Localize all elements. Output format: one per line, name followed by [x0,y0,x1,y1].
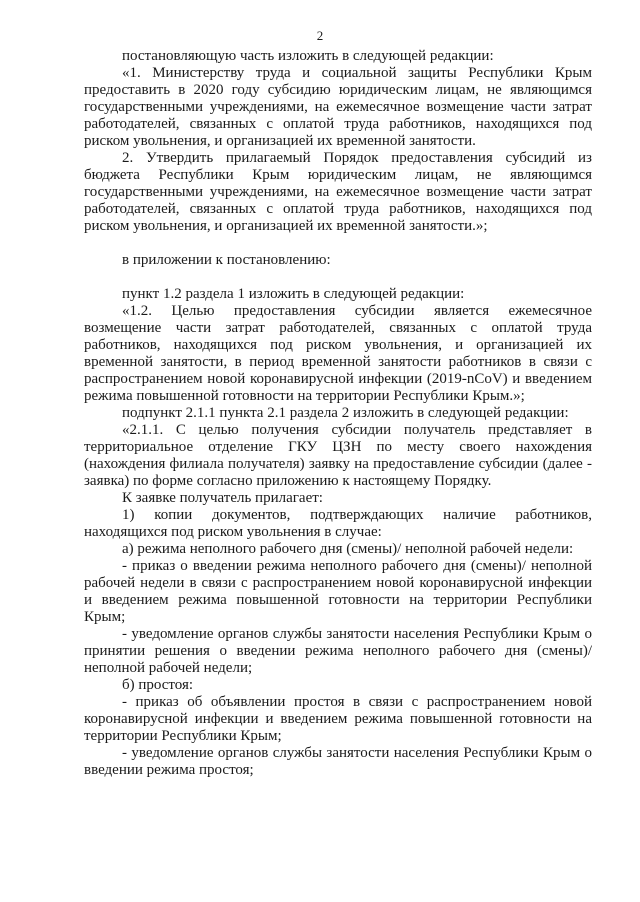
paragraph-clause-1-2: «1.2. Целью предоставления субсидии является ежемесячное возмещение части затрат работодателей, связанных с оплатой труда работников, находящихся под риском увольнения, и организацией их временной занятости, в период временной занятости работников в связи с распространением новой коронавирусной инфекции (2019-nCoV) и введением режима повышенной готовности на территории Республики Крым.»; [84,303,592,404]
paragraph-appendix: в приложении к постановлению: [122,252,331,268]
paragraph-case-b: б) простоя: [122,677,194,693]
document-body [84,48,592,779]
paragraph-case-b-notice: - уведомление органов службы занятости населения Республики Крым о введении режима простоя; [84,745,592,778]
paragraph-subclause-intro: подпункт 2.1.1 пункта 2.1 раздела 2 изложить в следующей редакции: [122,405,569,421]
paragraph-item-1: «1. Министерству труда и социальной защиты Республики Крым предоставить в 2020 году субсидию юридическим лицам, не являющимся государственными учреждениями, на ежемесячное возмещение части затрат работодателей, связанных с оплатой труда работников, находящихся под риском увольнения, и организацией их временной занятости. [84,65,592,149]
paragraph-attachment-1: 1) копии документов, подтверждающих наличие работников, находящихся под риском увольнения в случае: [84,507,592,540]
paragraph-case-b-order: - приказ об объявлении простоя в связи с распространением новой коронавирусной инфекции и введением режима повышенной готовности на территории Республики Крым; [84,694,592,744]
paragraph-item-2: 2. Утвердить прилагаемый Порядок предоставления субсидий из бюджета Республики Крым юридическим лицам, не являющимся государственными учреждениями, на ежемесячное возмещение части затрат работодателей, связанных с оплатой труда работников, находящихся под риском увольнения, и организацией их временной занятости.»; [84,150,592,234]
paragraph-clause-1-2-intro: пункт 1.2 раздела 1 изложить в следующей редакции: [122,286,465,302]
paragraph-attachments-intro: К заявке получатель прилагает: [122,490,323,506]
paragraph-intro: постановляющую часть изложить в следующей редакции: [122,48,494,64]
paragraph-case-a-notice: - уведомление органов службы занятости населения Республики Крым о принятии решения о введении режима неполного рабочего дня (смены)/ неполной рабочей недели; [84,626,592,676]
page-number: 2 [316,28,324,43]
paragraph-subclause-2-1-1: «2.1.1. С целью получения субсидии получатель представляет в территориальное отделение ГКУ ЦЗН по месту своего нахождения (нахождения филиала получателя) заявку на предоставление субсидии (далее - заявка) по форме согласно приложению к настоящему Порядку. [84,422,592,489]
paragraph-case-a-order: - приказ о введении режима неполного рабочего дня (смены)/ неполной рабочей недели в связи с распространением новой коронавирусной инфекции и введением режима повышенной готовности на территории Республики Крым; [84,558,592,625]
paragraph-case-a: а) режима неполного рабочего дня (смены)/ неполной рабочей недели: [122,541,574,557]
